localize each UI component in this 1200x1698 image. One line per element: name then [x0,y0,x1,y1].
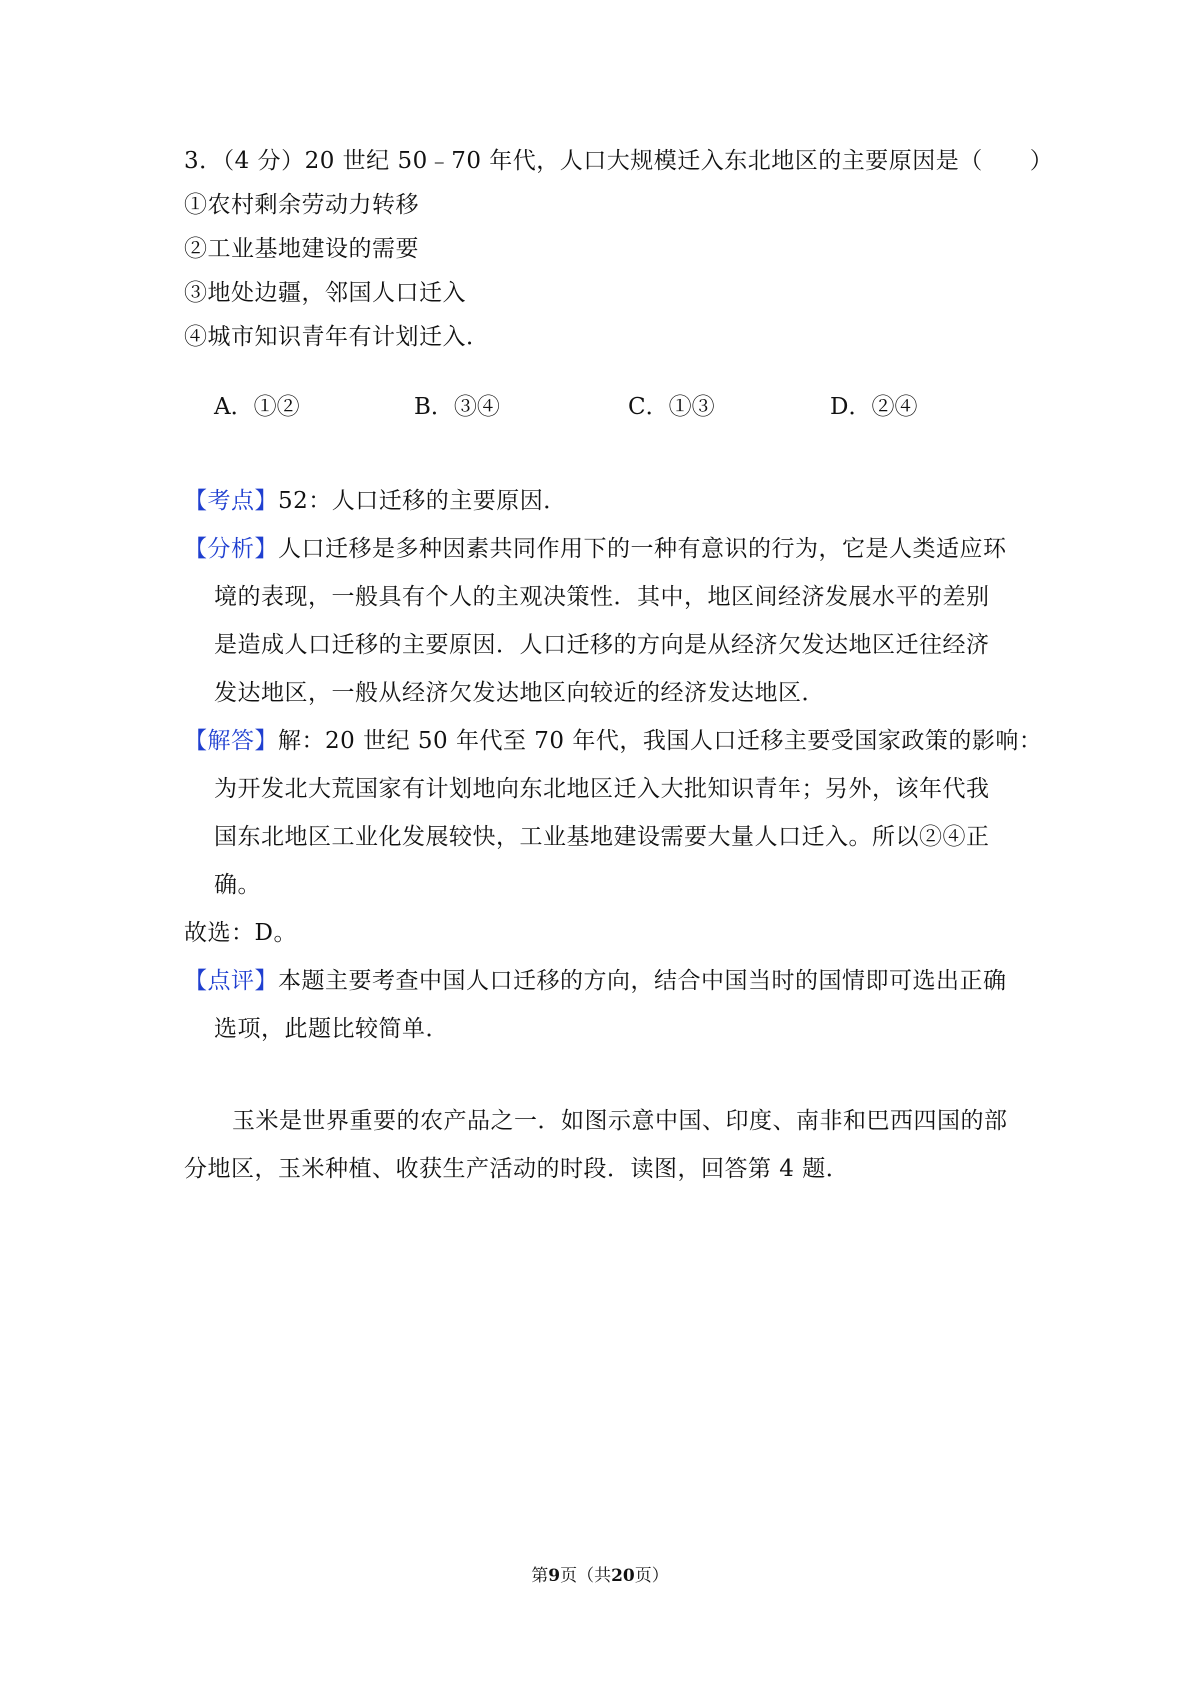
option-b [414,392,500,422]
jieda-line-4: 确。 [214,872,261,898]
option-d [830,392,917,422]
jieda-text-1: 解：20 世纪 50 年代至 70 年代，我国人口迁移主要受国家政策的影响： [278,728,1043,754]
jieda-line-3: 国东北地区工业化发展较快，工业基地建设需要大量人口迁入。所以②④正 [214,824,990,850]
fenxi-line-1 [184,534,1007,564]
option-a [214,392,300,422]
question-item-4: ④城市知识青年有计划迁入． [184,324,490,350]
answer-options [214,392,974,422]
page-footer [0,1565,1200,1587]
fenxi-tag: 【分析】 [184,536,278,562]
question-item-2: ②工业基地建设的需要 [184,236,419,262]
answer-line: 故选：D。 [184,920,297,946]
dianping-line-2: 选项，此题比较简单． [214,1016,449,1042]
question-item-1: ①农村剩余劳动力转移 [184,192,419,218]
dianping-line-1 [184,966,1007,996]
option-b-letter: B． [414,394,454,420]
intro-line-2: 分地区，玉米种植、收获生产活动的时段．读图，回答第 4 题． [184,1156,850,1182]
kaodian-line [184,486,567,516]
question-item-3: ③地处边疆，邻国人口迁入 [184,280,466,306]
option-c [628,392,715,422]
option-a-letter: A． [214,394,254,420]
option-b-value: ③④ [453,394,500,420]
option-a-value: ①② [253,394,300,420]
option-c-value: ①③ [668,394,715,420]
fenxi-line-3: 是造成人口迁移的主要原因．人口迁移的方向是从经济欠发达地区迁往经济 [214,632,990,658]
option-d-letter: D． [830,394,872,420]
question-stem: 3．（4 分）20 世纪 50﹣70 年代，人口大规模迁入东北地区的主要原因是（ ） [184,148,1054,174]
fenxi-line-2: 境的表现，一般具有个人的主观决策性．其中，地区间经济发展水平的差别 [214,584,990,610]
kaodian-text: 52：人口迁移的主要原因． [278,488,567,514]
footer-middle: 页（共 [560,1566,612,1586]
jieda-tag: 【解答】 [184,728,278,754]
jieda-line-2: 为开发北大荒国家有计划地向东北地区迁入大批知识青年；另外，该年代我 [214,776,990,802]
intro-line-1: 玉米是世界重要的农产品之一．如图示意中国、印度、南非和巴西四国的部 [232,1108,1008,1134]
footer-suffix: 页） [634,1566,669,1586]
footer-total-pages: 20 [611,1566,635,1586]
footer-page-number: 9 [548,1566,561,1586]
option-c-letter: C． [628,394,669,420]
option-d-value: ②④ [871,394,918,420]
jieda-line-1 [184,726,1042,756]
footer-prefix: 第 [531,1566,549,1586]
fenxi-line-4: 发达地区，一般从经济欠发达地区向较近的经济发达地区． [214,680,825,706]
dianping-text-1: 本题主要考查中国人口迁移的方向，结合中国当时的国情即可选出正确 [278,968,1007,994]
fenxi-text-1: 人口迁移是多种因素共同作用下的一种有意识的行为，它是人类适应环 [278,536,1007,562]
dianping-tag: 【点评】 [184,968,278,994]
kaodian-tag: 【考点】 [184,488,278,514]
